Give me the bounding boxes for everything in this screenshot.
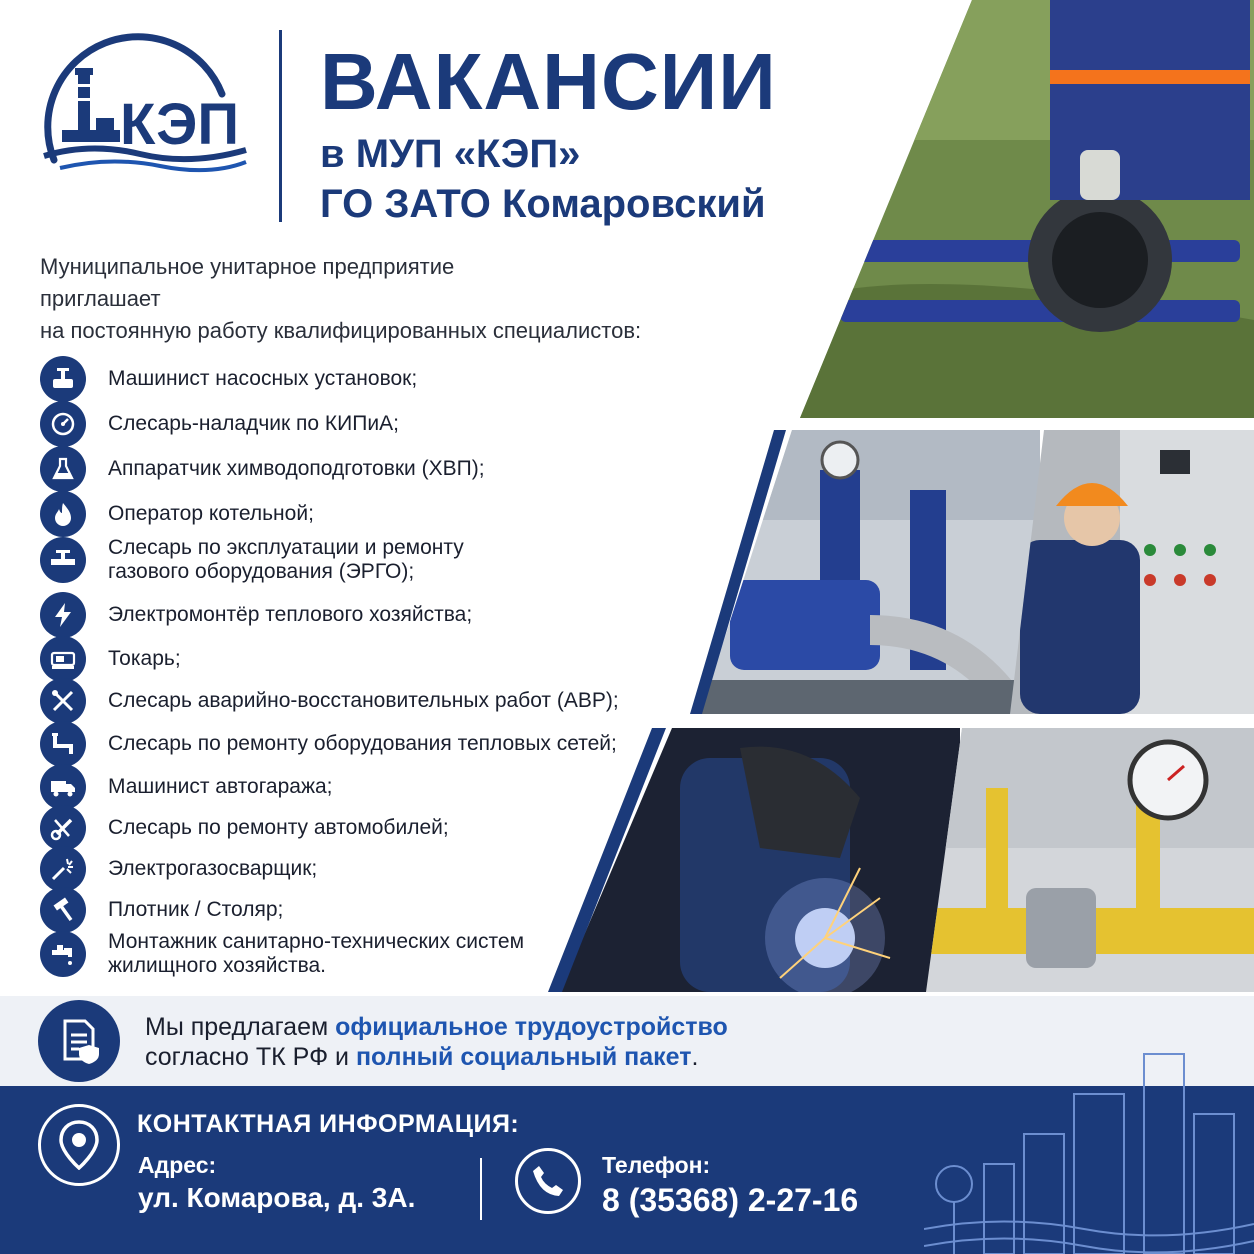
vacancy-item <box>40 764 333 810</box>
phone-number-link[interactable]: 8 (35368) 2-27-16 <box>602 1182 859 1218</box>
offer-line2: согласно ТК РФ и полный социальный пакет. <box>145 1043 699 1071</box>
vacancy-label: Электрогазосварщик; <box>108 857 318 880</box>
vacancy-item <box>40 930 524 978</box>
page-subtitle-line1: в МУП «КЭП» <box>320 132 581 176</box>
address-label: Адрес: <box>138 1152 217 1178</box>
vacancy-label: Плотник / Столяр; <box>108 898 284 921</box>
vacancy-item <box>40 636 181 682</box>
page-subtitle-line2: ГО ЗАТО Комаровский <box>320 182 766 226</box>
document-shield-icon <box>38 1000 120 1082</box>
intro-line2: приглашает <box>40 286 161 311</box>
vacancy-item <box>40 887 283 933</box>
flame-icon <box>40 491 86 537</box>
pump-icon <box>40 356 86 402</box>
vacancy-label: Слесарь аварийно-восстановительных работ (АВР); <box>108 689 619 712</box>
location-pin-icon <box>38 1104 120 1186</box>
vacancy-label: Аппаратчик химводоподготовки (ХВП); <box>108 457 485 480</box>
vacancy-item <box>40 536 464 584</box>
offer-line1: Мы предлагаем официальное трудоустройство <box>145 1013 728 1041</box>
vacancy-label: Слесарь по ремонту оборудования тепловых сетей; <box>108 732 617 755</box>
gauge-icon <box>40 401 86 447</box>
vacancy-label: Токарь; <box>108 647 181 670</box>
vacancy-label: Слесарь по ремонту автомобилей; <box>108 816 449 839</box>
city-skyline-icon <box>924 1024 1254 1254</box>
gas-valve-icon <box>40 537 86 583</box>
flask-icon <box>40 446 86 492</box>
faucet-icon <box>40 931 86 977</box>
vacancy-item <box>40 491 314 537</box>
vacancy-item <box>40 356 417 402</box>
vacancy-label: Электромонтёр теплового хозяйства; <box>108 603 473 626</box>
vacancy-label: Оператор котельной; <box>108 502 314 525</box>
phone-icon <box>515 1148 581 1214</box>
vacancy-label: Монтажник санитарно-технических систем <box>108 930 525 953</box>
photo-control-panel <box>1010 430 1254 714</box>
welding-icon <box>40 846 86 892</box>
vacancy-label: Машинист насосных установок; <box>108 367 418 390</box>
hammer-icon <box>40 887 86 933</box>
lightning-icon <box>40 592 86 638</box>
vacancy-label: Слесарь по эксплуатации и ремонту <box>108 536 464 559</box>
wrench-icon <box>40 805 86 851</box>
svg-text:КЭП: КЭП <box>120 92 240 157</box>
intro-line3: на постоянную работу квалифицированных специалистов: <box>40 318 642 343</box>
tools-icon <box>40 678 86 724</box>
vacancy-item <box>40 678 619 724</box>
photo-pipe-welding-machine <box>800 0 1254 418</box>
vacancy-item <box>40 846 317 892</box>
vacancy-item <box>40 592 472 638</box>
header-divider <box>279 30 282 222</box>
contact-title: КОНТАКТНАЯ ИНФОРМАЦИЯ: <box>137 1110 520 1138</box>
kep-logo <box>40 32 252 182</box>
pipe-icon <box>40 721 86 767</box>
vacancy-item <box>40 721 617 767</box>
offer-highlight-social: полный социальный пакет <box>355 1043 692 1071</box>
phone-label: Телефон: <box>602 1152 711 1178</box>
vacancy-label: Слесарь-наладчик по КИПиА; <box>108 412 399 435</box>
photo-pump-station <box>700 430 1040 714</box>
photo-welder <box>560 728 960 992</box>
vacancy-label-line2: жилищного хозяйства. <box>108 954 327 977</box>
vacancy-item <box>40 805 449 851</box>
vacancy-item <box>40 401 399 447</box>
page-title: ВАКАНСИИ <box>320 37 777 126</box>
contact-divider <box>480 1158 482 1220</box>
offer-highlight-employment: официальное трудоустройство <box>335 1013 728 1041</box>
truck-icon <box>40 764 86 810</box>
intro-line1: Муниципальное унитарное предприятие <box>40 254 455 279</box>
vacancy-label: Машинист автогаража; <box>108 775 333 798</box>
lathe-icon <box>40 636 86 682</box>
photo-gas-pipes <box>926 728 1254 992</box>
vacancy-item <box>40 446 485 492</box>
address-value: ул. Комарова, д. 3А. <box>138 1182 416 1213</box>
vacancy-label-line2: газового оборудования (ЭРГО); <box>108 560 415 583</box>
